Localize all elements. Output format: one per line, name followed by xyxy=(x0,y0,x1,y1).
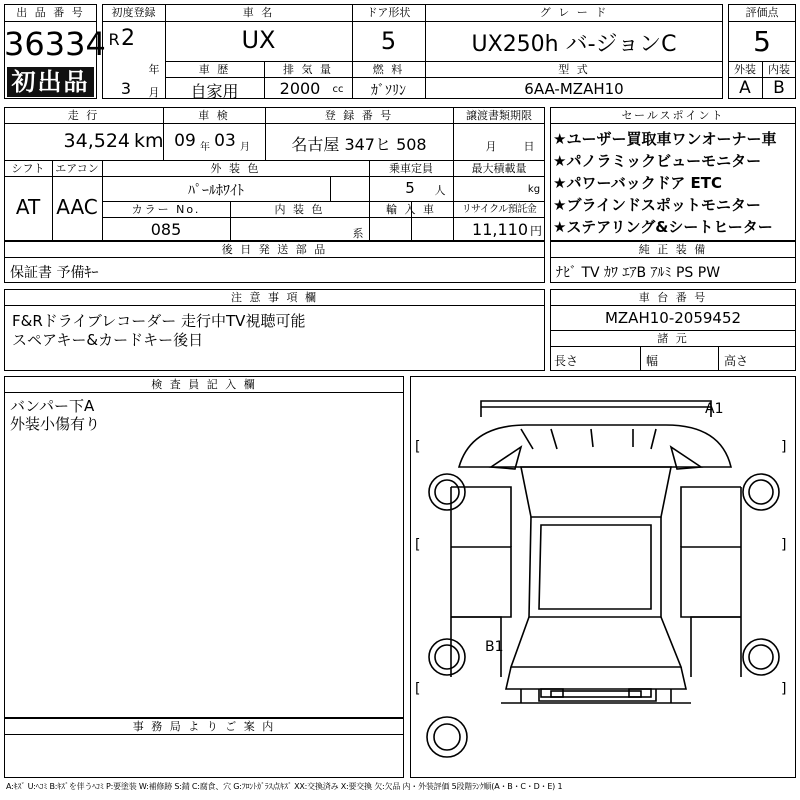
capacity-value: 5 xyxy=(405,179,415,197)
spec-height-label: 高さ xyxy=(724,354,749,368)
color-no-label: カラー No. xyxy=(131,203,201,216)
bracket-open-3: [ xyxy=(415,681,421,697)
sales-point-3: ★パワーバックドア ETC xyxy=(553,174,722,192)
ext-score-value: A xyxy=(739,78,751,98)
inspection-month: 03 xyxy=(214,131,236,151)
capacity-unit: 人 xyxy=(434,184,446,197)
capacity-label: 乗車定員 xyxy=(389,162,433,175)
mileage-label: 走 行 xyxy=(67,109,100,122)
mileage-value: 34,524 xyxy=(63,130,130,152)
chassis-label: 車 台 番 号 xyxy=(638,291,708,304)
car-diagram xyxy=(410,376,796,778)
sales-point-5: ★ステアリング&シートヒーター xyxy=(553,218,773,236)
history-label: 車 歴 xyxy=(198,63,231,76)
max-load-unit: kg xyxy=(527,184,541,195)
first-reg-year: 2 xyxy=(121,26,135,51)
notes-label: 注 意 事 項 欄 xyxy=(231,291,318,304)
sales-point-4: ★ブラインドスポットモニター xyxy=(553,196,761,214)
specs-label: 諸 元 xyxy=(657,332,689,345)
notes-line-2: スペアキー&カードキー後日 xyxy=(12,331,204,349)
inspection-month-unit: 月 xyxy=(240,142,250,153)
model-value: 6AA-MZAH10 xyxy=(524,80,624,98)
bracket-open-1: [ xyxy=(415,439,421,455)
lot-number: 36334 xyxy=(4,25,106,63)
parts-label: 後 日 発 送 部 品 xyxy=(221,243,328,256)
shift-value: AT xyxy=(15,195,41,219)
parts-value: 保証書 予備ｷｰ xyxy=(10,265,99,281)
chassis-value: MZAH10-2059452 xyxy=(604,309,742,327)
grade-value: UX250h バ-ジョンC xyxy=(471,32,677,57)
recycle-label: リサイクル預託金 xyxy=(461,204,537,215)
fuel-label: 燃 料 xyxy=(372,63,405,76)
sales-points-label: セールスポイント xyxy=(621,109,725,122)
inspection-label: 車 検 xyxy=(198,109,230,122)
damage-mark-b1: B1 xyxy=(485,639,504,655)
sales-point-2: ★パノラミックビューモニター xyxy=(553,152,762,170)
registration-value: 名古屋 347ヒ 508 xyxy=(291,135,427,154)
int-score-label: 内装 xyxy=(768,63,790,76)
inspection-year-unit: 年 xyxy=(200,142,210,153)
sales-point-1: ★ユーザー買取車ワンオーナー車 xyxy=(553,130,777,148)
spec-width-label: 幅 xyxy=(646,354,659,368)
ext-score-label: 外装 xyxy=(734,63,756,76)
door-label: ドア形状 xyxy=(366,6,411,19)
displacement-value: 2000 xyxy=(279,79,321,98)
transfer-month-unit: 月 xyxy=(485,140,497,153)
shift-label: シフト xyxy=(11,162,45,175)
displacement-label: 排 気 量 xyxy=(283,63,333,76)
model-label: 型 式 xyxy=(558,63,590,76)
bracket-close-3: ] xyxy=(781,681,787,697)
max-load-label: 最大積載量 xyxy=(471,162,527,175)
first-reg-month-unit: 月 xyxy=(148,86,160,99)
car-name-value: UX xyxy=(241,26,276,54)
recycle-value: 11,110 xyxy=(472,220,528,239)
legend: A:ｷｽﾞ U:ﾍｺﾐ B:ｷｽﾞを伴うﾍｺﾐ P:要塗装 W:補修跡 S:錆 C:腐食、穴 G:ﾌﾛﾝﾄｶﾞﾗｽ点ｷｽﾞ XX:交換済み X:要交換 欠:欠品 内・外装評価 5段階ﾗﾝｸ順(A・B・C・D・E) 1 xyxy=(6,782,563,791)
displacement-unit: cc xyxy=(332,84,344,95)
first-reg-month: 3 xyxy=(120,79,132,98)
lot-label: 出 品 番 号 xyxy=(16,6,85,19)
notes-line-1: F&Rドライブレコーダー 走行中TV視聴可能 xyxy=(12,312,306,330)
equipment-label: 純 正 装 備 xyxy=(638,243,708,256)
equipment-value: ﾅﾋﾞ TV ｶﾜ ｴｱB ｱﾙﾐ PS PW xyxy=(556,265,721,281)
transfer-label: 譲渡書類期限 xyxy=(466,109,532,122)
door-value: 5 xyxy=(380,27,397,55)
int-color-label: 内 装 色 xyxy=(274,203,325,216)
ext-color-label: 外 装 色 xyxy=(210,162,261,175)
bracket-close-2: ] xyxy=(781,537,787,553)
bracket-open-2: [ xyxy=(415,537,421,553)
first-reg-label: 初度登録 xyxy=(111,6,156,19)
inspector-line-2: 外装小傷有り xyxy=(10,415,101,433)
history-value: 自家用 xyxy=(190,82,239,101)
car-name-label: 車 名 xyxy=(242,6,275,19)
spec-length-label: 長さ xyxy=(554,354,579,368)
inspector-line-1: バンパー下A xyxy=(10,397,95,415)
mileage-unit: km xyxy=(134,130,164,152)
score-value: 5 xyxy=(753,25,771,58)
import-label: 輸 入 車 xyxy=(386,203,436,216)
recycle-unit: 円 xyxy=(529,224,542,238)
inspector-label: 検 査 員 記 入 欄 xyxy=(151,378,257,391)
fuel-value: ｶﾞｿﾘﾝ xyxy=(371,83,406,99)
first-reg-era: R xyxy=(108,30,120,49)
damage-mark-a1: A1 xyxy=(705,401,724,417)
bracket-close-1: ] xyxy=(781,439,787,455)
int-score-value: B xyxy=(773,78,785,98)
grade-label: グ レ ー ド xyxy=(539,6,609,19)
int-color-unit: 系 xyxy=(352,227,364,240)
score-label: 評価点 xyxy=(745,6,779,19)
first-reg-year-unit: 年 xyxy=(148,63,160,76)
car-outline xyxy=(411,377,797,779)
aircon-value: AAC xyxy=(56,195,98,219)
ext-color-value: ﾊﾟｰﾙﾎﾜｲﾄ xyxy=(188,183,244,199)
office-label: 事 務 局 よ り ご 案 内 xyxy=(132,720,276,733)
transfer-day-unit: 日 xyxy=(523,140,535,153)
aircon-label: エアコン xyxy=(55,162,99,175)
registration-label: 登 録 番 号 xyxy=(324,109,394,122)
color-no-value: 085 xyxy=(150,220,182,239)
first-listing-text: 初出品 xyxy=(11,68,90,96)
inspection-year: 09 xyxy=(174,131,196,151)
